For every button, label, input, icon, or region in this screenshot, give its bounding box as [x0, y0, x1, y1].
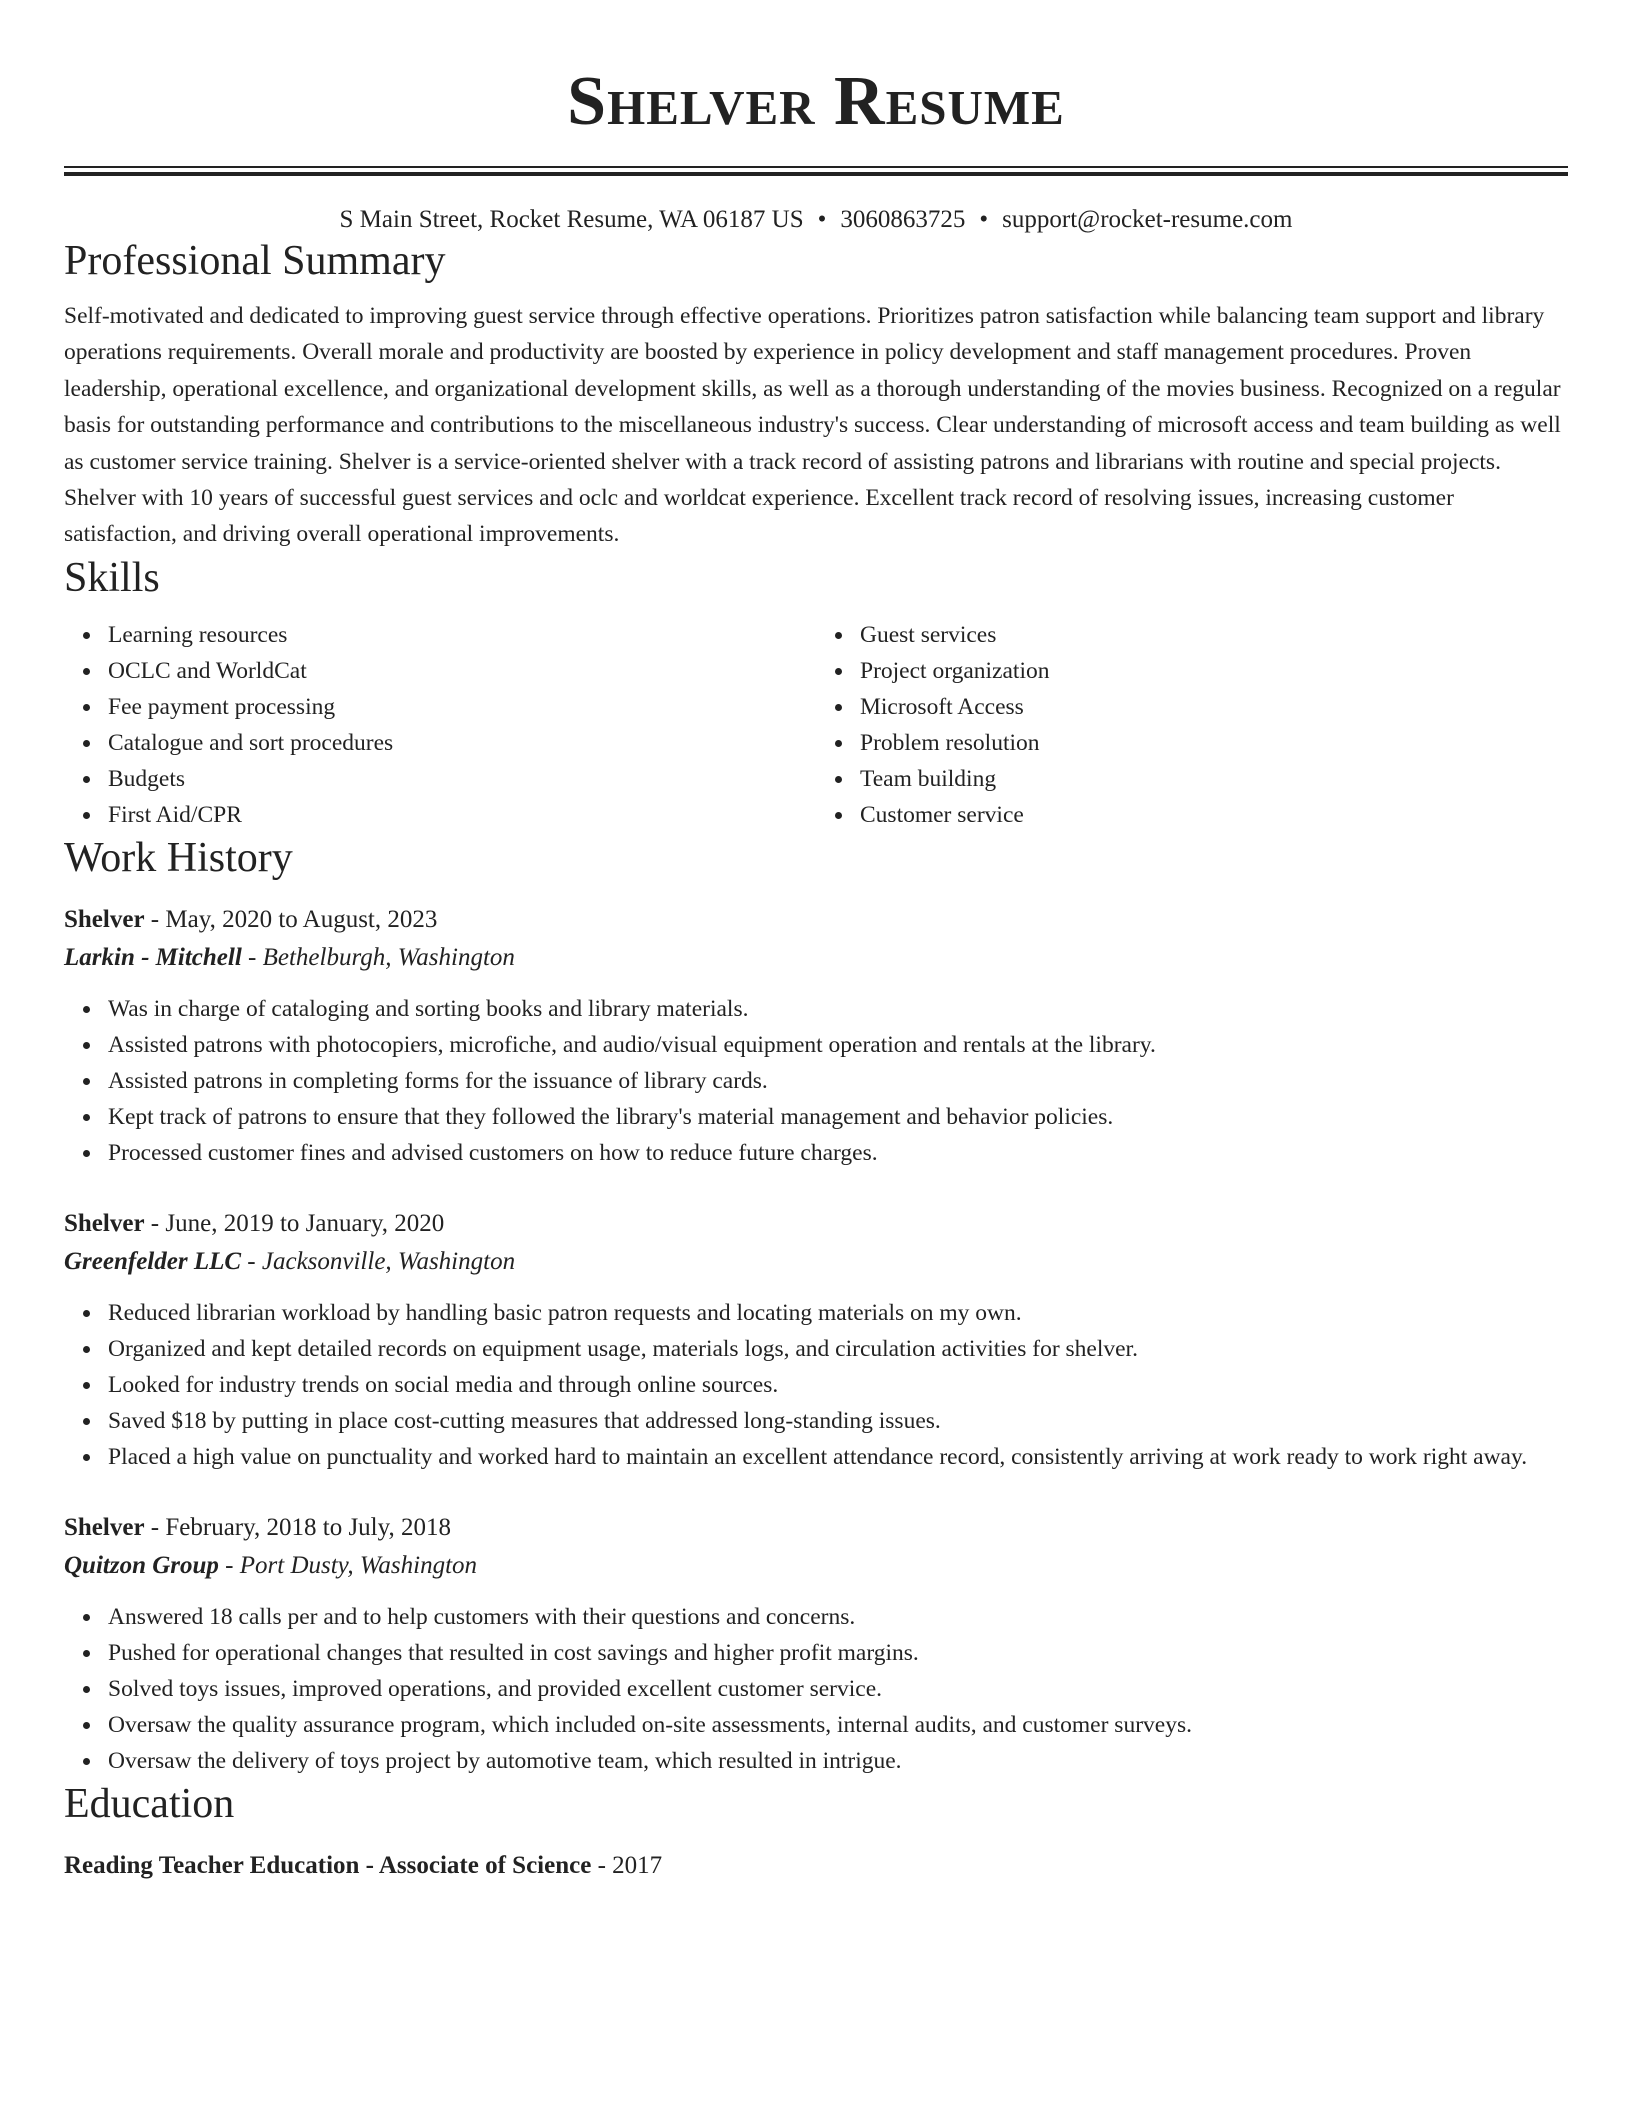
- skills-column-right: [816, 617, 1568, 833]
- duty-item: Reduced librarian workload by handling basic patron requests and locating materials on my own.: [108, 1295, 1568, 1331]
- summary-text: Self-motivated and dedicated to improving guest service through effective operations. Prioritizes patron satisfaction while balancing team support and library operations requirements. Overall morale and productivity are boosted by experience in policy development and staff management procedures. Proven leadership, operational excellence, and organizational development skills, as well as a thorough understanding of the movies business. Recognized on a regular basis for outstanding performance and contributions to the miscellaneous industry's success. Clear understanding of microsoft access and team building as well as customer service training. Shelver is a service-oriented shelver with a track record of assisting patrons and librarians with routine and special projects. Shelver with 10 years of successful guest services and oclc and worldcat experience. Excellent track record of resolving issues, increasing customer satisfaction, and driving overall operational improvements.: [64, 303, 1561, 548]
- contact-line: [64, 204, 1568, 236]
- skill-item: Project organization: [860, 653, 1568, 689]
- skill-item: Learning resources: [108, 617, 816, 653]
- job-entry: [64, 901, 1568, 1171]
- skills-list: [64, 617, 1568, 833]
- duty-item: Looked for industry trends on social media and through online sources.: [108, 1367, 1568, 1403]
- skill-item: Fee payment processing: [108, 689, 816, 725]
- contact-separator: •: [979, 206, 989, 233]
- duty-item: Pushed for operational changes that resulted in cost savings and higher profit margins.: [108, 1635, 1568, 1671]
- duty-item: Saved $18 by putting in place cost-cutting measures that addressed long-standing issues.: [108, 1403, 1568, 1439]
- contact-phone: 3060863725: [840, 206, 966, 233]
- duty-item: Oversaw the delivery of toys project by automotive team, which resulted in intrigue.: [108, 1743, 1568, 1779]
- duty-item: Processed customer fines and advised customers on how to reduce future charges.: [108, 1135, 1568, 1171]
- job-dates: - February, 2018 to July, 2018: [144, 1513, 451, 1541]
- duty-item: Placed a high value on punctuality and worked hard to maintain an excellent attendance record, consistently arriving at work ready to work right away.: [108, 1439, 1568, 1475]
- duty-item: Kept track of patrons to ensure that they followed the library's material management and behavior policies.: [108, 1099, 1568, 1135]
- duty-item: Organized and kept detailed records on equipment usage, materials logs, and circulation activities for shelver.: [108, 1331, 1568, 1367]
- job-dates: - June, 2019 to January, 2020: [144, 1209, 445, 1237]
- education-degree: Reading Teacher Education - Associate of Science: [64, 1851, 592, 1879]
- skill-item: Problem resolution: [860, 725, 1568, 761]
- job-duties: [64, 991, 1568, 1171]
- job-dates: - May, 2020 to August, 2023: [144, 905, 438, 933]
- contact-email: support@rocket-resume.com: [1002, 206, 1293, 233]
- job-title-line: [64, 901, 1568, 939]
- job-duties: [64, 1599, 1568, 1779]
- duty-item: Solved toys issues, improved operations, and provided excellent customer service.: [108, 1671, 1568, 1707]
- job-role: Shelver: [64, 1209, 145, 1237]
- title-divider: [64, 166, 1568, 176]
- skill-item: First Aid/CPR: [108, 797, 816, 833]
- skill-item: OCLC and WorldCat: [108, 653, 816, 689]
- job-duties: [64, 1295, 1568, 1475]
- job-title-line: [64, 1509, 1568, 1547]
- duty-item: Was in charge of cataloging and sorting books and library materials.: [108, 991, 1568, 1027]
- company-name: Larkin - Mitchell: [64, 943, 242, 971]
- company-location: - Jacksonville, Washington: [241, 1247, 516, 1275]
- work-history-heading: Work History: [64, 834, 293, 881]
- skill-item: Customer service: [860, 797, 1568, 833]
- skills-column-left: [64, 617, 816, 833]
- contact-address: S Main Street, Rocket Resume, WA 06187 US: [339, 206, 804, 233]
- duty-item: Oversaw the quality assurance program, which included on-site assessments, internal audits, and customer surveys.: [108, 1707, 1568, 1743]
- job-title-line: [64, 1205, 1568, 1243]
- duty-item: Assisted patrons with photocopiers, microfiche, and audio/visual equipment operation and rentals at the library.: [108, 1027, 1568, 1063]
- company-name: Quitzon Group: [64, 1551, 219, 1579]
- duty-item: Answered 18 calls per and to help customers with their questions and concerns.: [108, 1599, 1568, 1635]
- company-line: [64, 1243, 1568, 1281]
- skills-heading: Skills: [64, 554, 160, 601]
- resume-title: Shelver Resume: [567, 63, 1065, 140]
- company-location: - Bethelburgh, Washington: [241, 943, 515, 971]
- education-year: - 2017: [591, 1851, 663, 1879]
- duty-item: Assisted patrons in completing forms for the issuance of library cards.: [108, 1063, 1568, 1099]
- job-entry: [64, 1509, 1568, 1779]
- job-role: Shelver: [64, 905, 145, 933]
- summary-heading: Professional Summary: [64, 238, 446, 284]
- education-entry: [64, 1847, 1568, 1885]
- skill-item: Guest services: [860, 617, 1568, 653]
- job-role: Shelver: [64, 1513, 145, 1541]
- company-location: - Port Dusty, Washington: [218, 1551, 478, 1579]
- company-line: [64, 1547, 1568, 1585]
- contact-separator: •: [817, 206, 827, 233]
- company-name: Greenfelder LLC: [64, 1247, 242, 1275]
- job-entry: [64, 1205, 1568, 1475]
- education-heading: Education: [64, 1780, 235, 1827]
- company-line: [64, 939, 1568, 977]
- skill-item: Catalogue and sort procedures: [108, 725, 816, 761]
- skill-item: Team building: [860, 761, 1568, 797]
- skill-item: Microsoft Access: [860, 689, 1568, 725]
- skill-item: Budgets: [108, 761, 816, 797]
